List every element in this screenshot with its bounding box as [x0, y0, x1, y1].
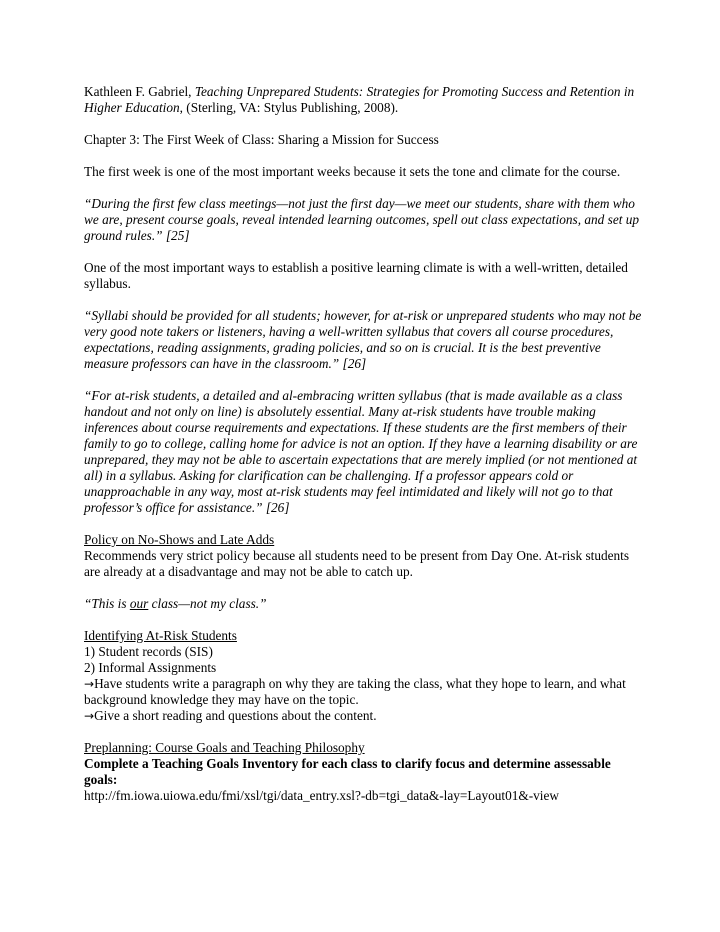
- identifying-bullet-1-text: Have students write a paragraph on why they are taking the class, what they hope to learn, and what background knowledge they may have on the topic.: [84, 676, 626, 707]
- citation-publisher: , (Sterling, VA: Stylus Publishing, 2008).: [179, 100, 399, 115]
- citation-author: Kathleen F. Gabriel,: [84, 84, 195, 99]
- intro-paragraph: The first week is one of the most important weeks because it sets the tone and climate for the course.: [84, 164, 621, 179]
- identifying-bullet-2: [84, 708, 644, 724]
- chapter-title: Chapter 3: The First Week of Class: Sharing a Mission for Success: [84, 132, 439, 147]
- identifying-item-2: 2) Informal Assignments: [84, 660, 217, 675]
- identifying-bullet-2-text: Give a short reading and questions about the content.: [94, 708, 377, 723]
- document-page: [84, 84, 644, 804]
- syllabus-paragraph: One of the most important ways to establish a positive learning climate is with a well-written, detailed syllabus.: [84, 260, 628, 291]
- preplanning-heading: Preplanning: Course Goals and Teaching Philosophy: [84, 740, 365, 755]
- identifying-item-1: 1) Student records (SIS): [84, 644, 213, 659]
- identifying-bullet-1: [84, 676, 644, 708]
- our-class-underlined: our: [129, 596, 149, 611]
- arrow-right-icon: →: [84, 677, 95, 691]
- our-class-after: class—not my class.”: [148, 596, 267, 611]
- our-class-quote: [84, 596, 644, 612]
- arrow-right-icon: →: [84, 709, 95, 723]
- citation: [84, 84, 644, 116]
- policy-heading: Policy on No-Shows and Late Adds: [84, 532, 275, 547]
- citation-title: Teaching Unprepared Students: Strategies for Promoting Success and Retention in Higher Education: [84, 84, 635, 115]
- our-class-before: “This is: [84, 596, 130, 611]
- identifying-heading: Identifying At-Risk Students: [84, 628, 237, 643]
- quote-2: “Syllabi should be provided for all students; however, for at-risk or unprepared students who may not be very good note takers or listeners, having a well-written syllabus that covers all course procedures, expectations, reading assignments, grading policies, and so on is crucial. It is the best preventive measure professors can have in the classroom.” [26]: [84, 308, 642, 371]
- quote-3: “For at-risk students, a detailed and al-embracing written syllabus (that is made available as a class handout and not only on line) is absolutely essential. Many at-risk students have trouble making inferences about course requirements and expectations. If these students are the first members of their family to go to college, calling home for advice is not an option. If they have a learning disability or are unprepared, they may not be able to ascertain expectations that are merely implied (or not mentioned at all) in a syllabus. Asking for clarification can be challenging. If a professor appears cold or unapproachable in any way, most at-risk students may feel intimidated and likely will not go to that professor’s office for assistance.” [26]: [84, 388, 638, 515]
- quote-1: “During the first few class meetings—not just the first day—we meet our students, share with them who we are, present course goals, reveal intended learning outcomes, spell out class expectations, and set up ground rules.” [25]: [84, 196, 640, 243]
- preplanning-url: http://fm.iowa.uiowa.edu/fmi/xsl/tgi/data_entry.xsl?-db=tgi_data&-lay=Layout01&-view: [84, 788, 559, 803]
- policy-text: Recommends very strict policy because all students need to be present from Day One. At-risk students are already at a disadvantage and may not be able to catch up.: [84, 548, 630, 579]
- preplanning-bold-text: Complete a Teaching Goals Inventory for each class to clarify focus and determine assessable goals:: [84, 756, 611, 787]
